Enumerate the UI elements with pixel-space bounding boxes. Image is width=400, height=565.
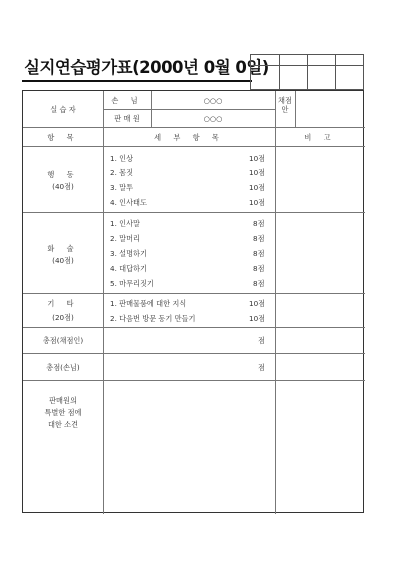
title-underline [22, 80, 252, 82]
item-label: 1. 인상 [110, 154, 134, 163]
comments-label-line1: 판매원의 [49, 396, 77, 405]
item-label: 1. 판매물품에 대한 지식 [110, 299, 187, 308]
item-score: 10점 [249, 154, 266, 163]
customer-value: ○○○ [203, 96, 223, 105]
comments-label-line3: 대한 소견 [47, 420, 79, 429]
seller-value: ○○○ [203, 114, 223, 123]
total-customer-label: 총점(손님) [46, 363, 80, 372]
item-score: 10점 [249, 198, 266, 207]
item-label: 2. 몸짓 [110, 168, 134, 177]
item-score: 8점 [253, 219, 265, 228]
page-title: 실지연습평가표(2000년 0월 0일) [24, 58, 269, 77]
section-name: 기 타 [47, 299, 79, 308]
item-label: 3. 말투 [110, 183, 134, 192]
item-label: 5. 마무리짓기 [110, 279, 154, 288]
item-label: 3. 설명하기 [110, 249, 147, 258]
comments-label-line2: 특별한 점에 [44, 408, 82, 417]
seller-label: 판 매 원 [114, 114, 140, 123]
remarks-header: 비 고 [304, 133, 336, 142]
item-label: 2. 말머리 [110, 234, 140, 243]
section-name: 화 술 [47, 244, 79, 253]
section-points: (40점) [52, 256, 74, 265]
total-customer-unit: 점 [258, 363, 265, 372]
grader-label: 채점안 [278, 96, 292, 114]
item-score: 10점 [249, 168, 266, 177]
total-grader-unit: 점 [258, 336, 265, 345]
item-header: 항 목 [47, 133, 79, 142]
approval-signature-boxes [250, 54, 364, 90]
detail-header: 세 부 항 목 [154, 133, 224, 142]
customer-label: 손 님 [111, 96, 143, 105]
item-score: 10점 [249, 314, 266, 323]
item-label: 4. 인사태도 [110, 198, 147, 207]
item-label: 4. 대답하기 [110, 264, 147, 273]
item-score: 10점 [249, 299, 266, 308]
item-label: 1. 인사말 [110, 219, 140, 228]
item-score: 8점 [253, 249, 265, 258]
section-points: (40점) [52, 182, 74, 191]
item-score: 8점 [253, 234, 265, 243]
total-grader-label: 총점(채점인) [42, 336, 84, 345]
item-score: 8점 [253, 264, 265, 273]
evaluation-table [22, 90, 364, 513]
item-score: 10점 [249, 183, 266, 192]
section-name: 행 동 [47, 170, 79, 179]
item-score: 8점 [253, 279, 265, 288]
item-label: 2. 다음번 방문 동기 만들기 [110, 314, 196, 323]
section-points: (20점) [52, 313, 74, 322]
trainee-label: 실 습 자 [50, 105, 76, 114]
